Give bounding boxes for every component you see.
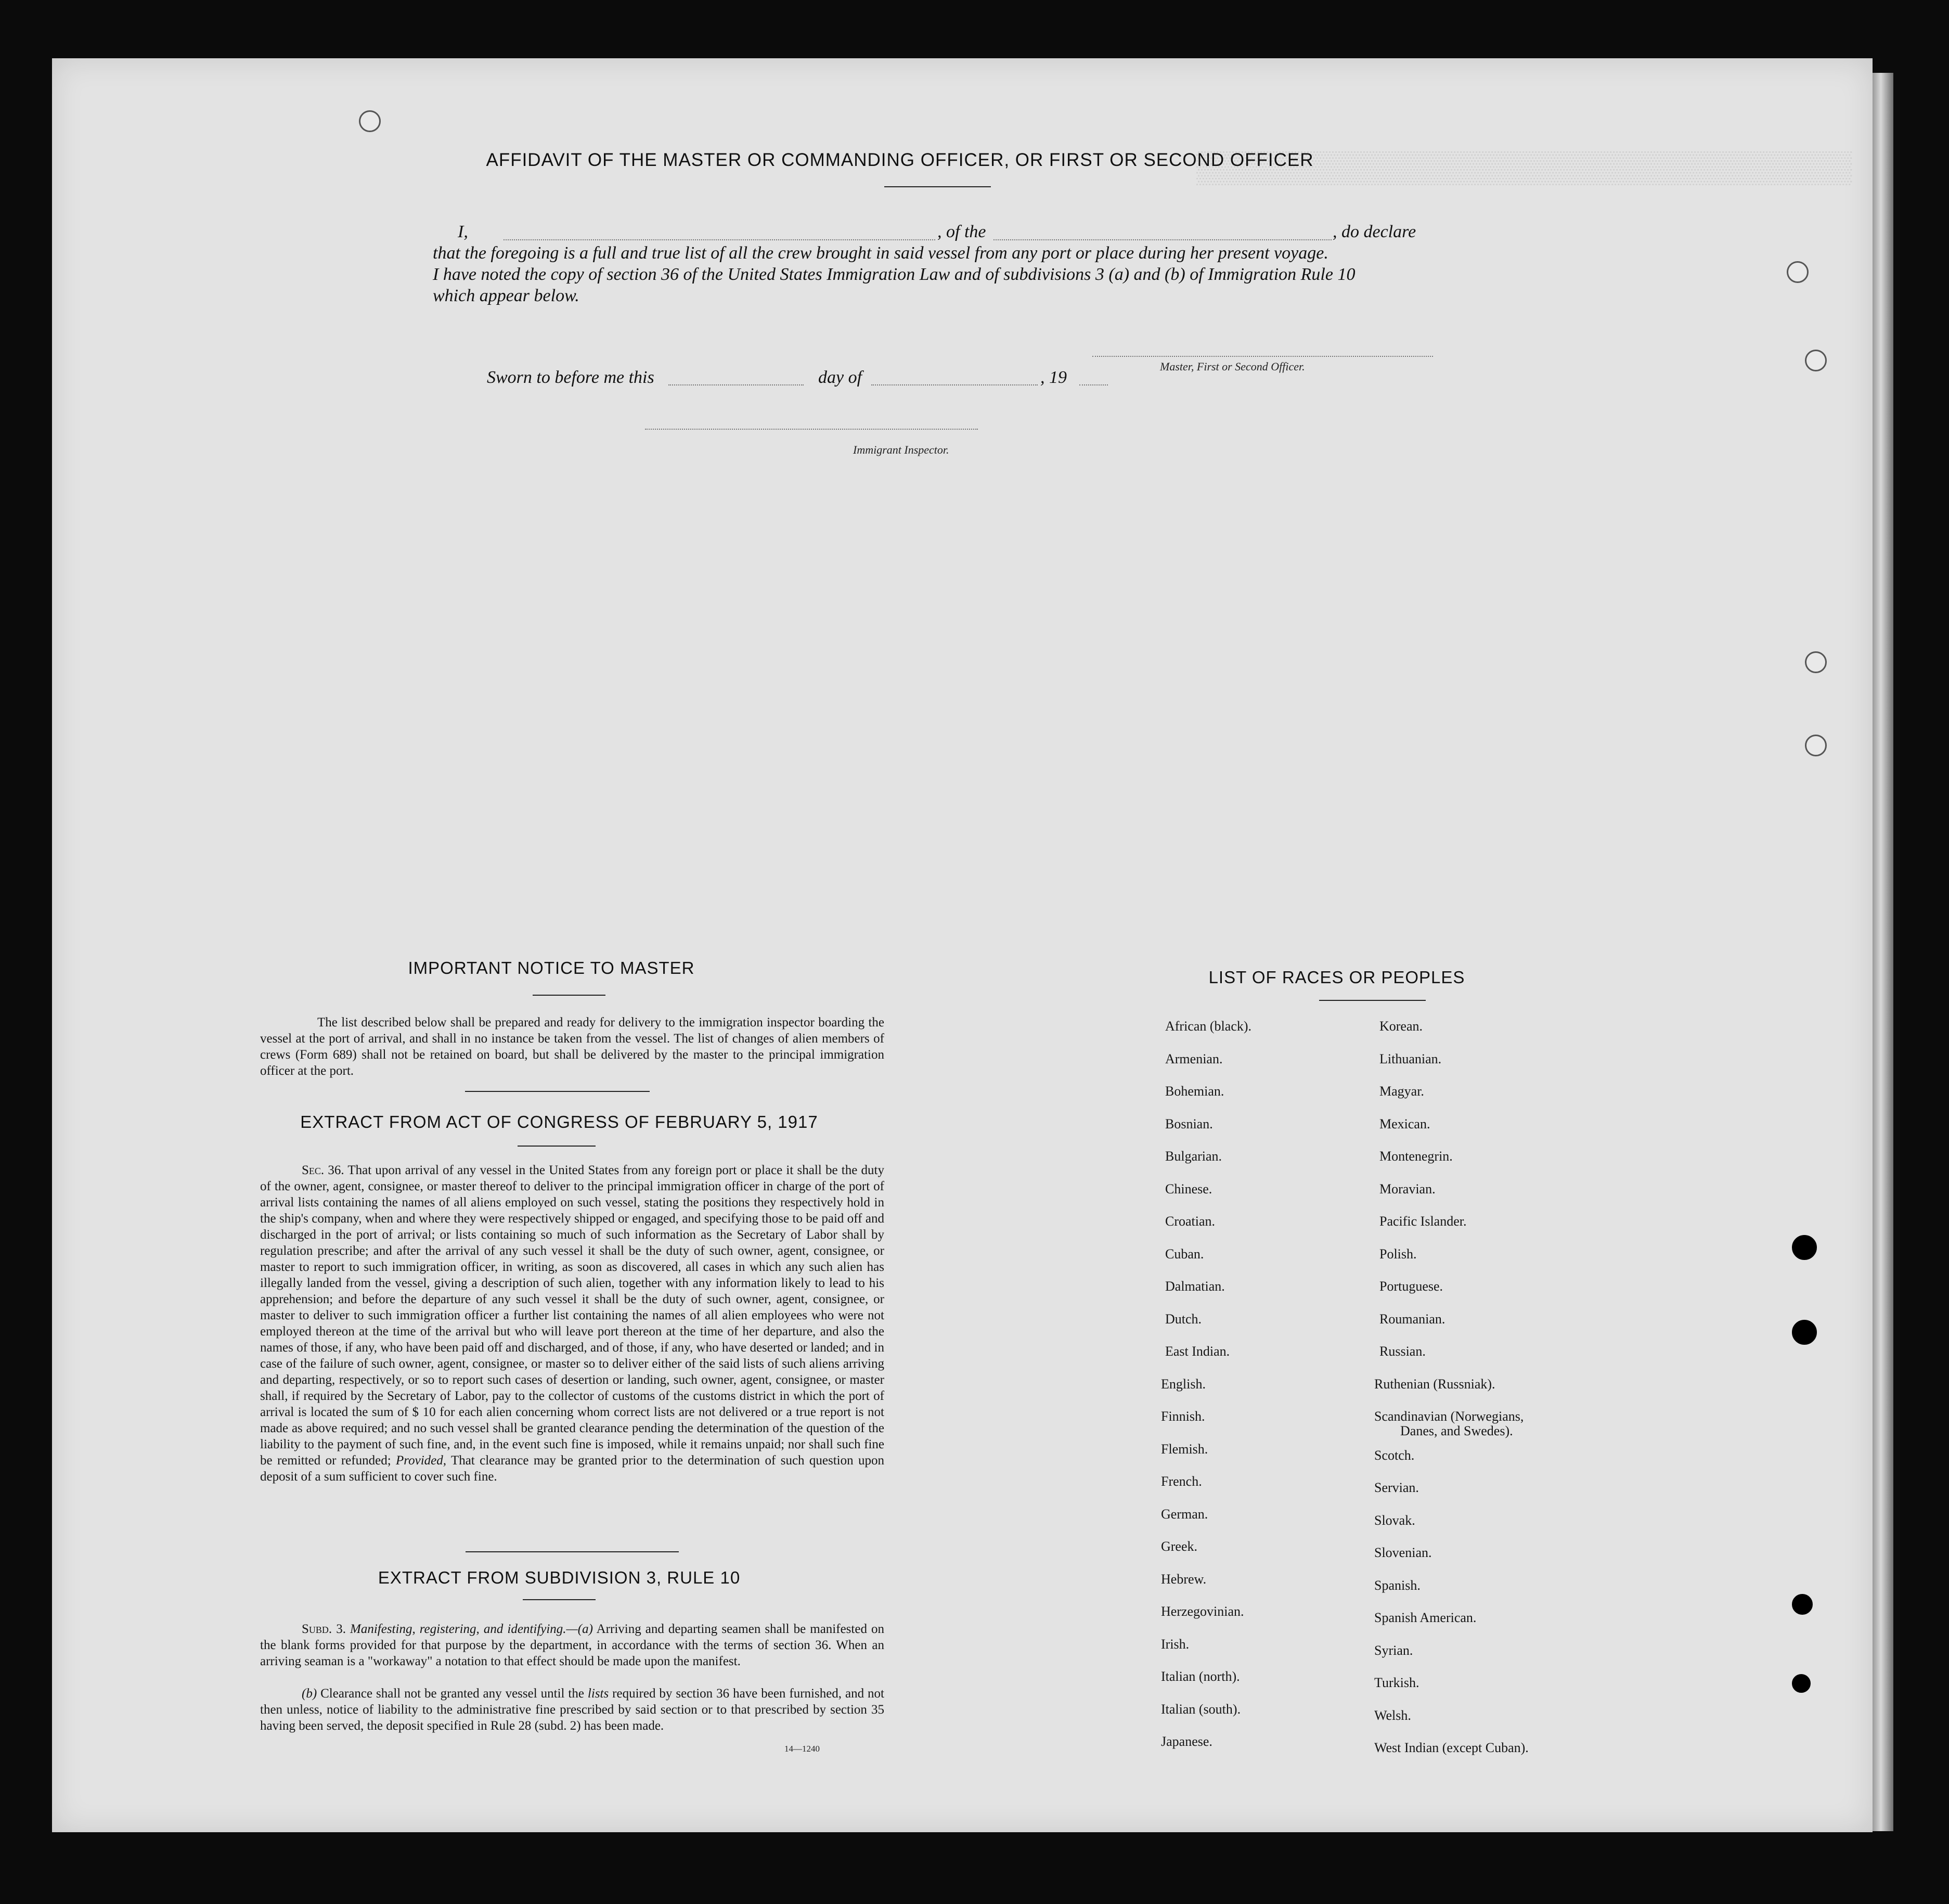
race-item: Flemish. (1161, 1441, 1208, 1457)
race-item: Cuban. (1165, 1246, 1204, 1262)
race-item: Turkish. (1374, 1675, 1419, 1690)
race-item: Moravian. (1379, 1181, 1436, 1197)
subd-b-text-2: required by section 36 have been furnished, and not then unless, notice of liability to the administrative fine prescribed by said section or to that prescribed by section 35 having been served, the deposit specified in Rule 28 (subd. 2) has been made. (260, 1687, 884, 1733)
race-item: Croatian. (1165, 1214, 1216, 1229)
act-extract-title: EXTRACT FROM ACT OF CONGRESS OF FEBRUARY 5, 1917 (300, 1112, 818, 1131)
punch-hole (1805, 651, 1827, 673)
act-extract-rule (518, 1146, 596, 1147)
bleed-through-decoration: ▒▒▒▒▒▒▒▒▒▒▒▒▒▒▒▒▒▒▒▒▒▒▒▒▒▒▒▒▒▒▒▒▒▒▒ (1196, 152, 1852, 187)
race-item: Polish. (1379, 1246, 1417, 1262)
sworn-year-field[interactable] (1079, 384, 1108, 385)
inspector-caption: Immigrant Inspector. (853, 443, 949, 456)
vessel-name-field[interactable] (993, 239, 1332, 240)
subd-a-text: Arriving and departing seamen shall be manifested on the blank forms provided for that purpose by the department, in accordance with the terms of section 36. When an arriving seaman is a "workaway" a notation to that effect should be made upon the manifest. (260, 1622, 884, 1668)
race-item: Slovenian. (1374, 1545, 1432, 1560)
sworn-prefix: Sworn to before me this (487, 368, 654, 387)
race-item: Italian (south). (1161, 1701, 1241, 1717)
master-name-field[interactable] (504, 239, 935, 240)
race-item: Spanish. (1374, 1577, 1421, 1593)
signature-caption: Master, First or Second Officer. (1160, 360, 1305, 373)
punch-hole (1805, 350, 1827, 371)
title-rule (884, 186, 991, 187)
race-item: Lithuanian. (1379, 1051, 1442, 1066)
race-item: Herzegovinian. (1161, 1604, 1244, 1619)
punch-hole (1792, 1594, 1813, 1615)
sec-label: Sec. 36. (302, 1163, 344, 1177)
affidavit-line-4: which appear below. (433, 286, 579, 305)
rule-extract-text-b (260, 1686, 884, 1734)
race-item: English. (1161, 1376, 1206, 1392)
subd-b-label: (b) (302, 1687, 317, 1701)
race-item: Armenian. (1165, 1051, 1223, 1066)
affidavit-line-i: I, (458, 222, 468, 241)
rule-extract-title: EXTRACT FROM SUBDIVISION 3, RULE 10 (378, 1568, 741, 1587)
race-item: Mexican. (1379, 1116, 1430, 1131)
race-item: Scotch. (1374, 1447, 1415, 1463)
affidavit-line-2: that the foregoing is a full and true list of all the crew brought in said vessel from any port or place during her present voyage. (433, 243, 1328, 263)
sec-36-text: That upon arrival of any vessel in the United States from any foreign port or place it shall be the duty of the owner, agent, consignee, or master thereof to deliver to the principal immigration officer in charge of the port of arrival lists containing the names of all aliens employed on such vessel, stating the positions they respectively hold in the ship's company, when and where they were respectively shipped or engaged, and specifying those to be paid off and discharged in the port of arrival; or lists containing so much of such information as the Secretary of Labor shall by regulation prescribe; and after the arrival of any such vessel it shall be the duty of such owner, agent, consignee, or master to report to such immigration officer, in writing, as soon as discovered, all cases in which any such alien has illegally landed from the vessel, giving a description of such alien, together with any information likely to lead to his apprehension; and before the departure of any such vessel it shall be the duty of such owner, agent, consignee, or master to deliver to such immigration officer a further list containing the names of all alien employees who were not employed thereon at the time of the arrival but who will leave port thereon at the time of her departure, and also the names of those, if any, who have been paid off and discharged, and of those, if any, who have deserted or landed; and in case of the failure of such owner, agent, consignee, or master so to deliver either of the said lists of such aliens arriving and departing, respectively, or so to report such cases of desertion or landing, such owner, agent, consignee, or master shall, if required by the Secretary of Labor, pay to the collector of customs of the customs district in which the port of arrival is located the sum of $ 10 for each alien concerning whom correct lists are not delivered or a true report is not made as above required; and no such vessel shall be granted clearance pending the determination of the question of the liability to the payment of such fine, and, in the event such fine is imposed, while it remains unpaid; nor shall such fine be remitted or refunded; (260, 1163, 884, 1468)
race-item: German. (1161, 1506, 1208, 1522)
rule-extract-rule (523, 1599, 596, 1600)
sworn-year: , 19 (1040, 368, 1067, 387)
race-item: West Indian (except Cuban). (1374, 1740, 1529, 1755)
form-page (52, 58, 1873, 1832)
race-item: Montenegrin. (1379, 1149, 1453, 1164)
subd-b-text-1: Clearance shall not be granted any vessel until the (320, 1687, 584, 1701)
race-item: Italian (north). (1161, 1669, 1240, 1684)
race-item: Bosnian. (1165, 1116, 1213, 1131)
race-item: Finnish. (1161, 1409, 1205, 1424)
race-item: Portuguese. (1379, 1279, 1443, 1294)
race-item: Magyar. (1379, 1084, 1424, 1099)
sworn-month-field[interactable] (871, 384, 1038, 385)
race-item: Russian. (1379, 1344, 1426, 1359)
race-item: Welsh. (1374, 1707, 1411, 1723)
race-item: African (black). (1165, 1019, 1252, 1034)
race-item: Bulgarian. (1165, 1149, 1222, 1164)
punch-hole (1792, 1674, 1811, 1693)
race-item: Korean. (1379, 1019, 1423, 1034)
race-item: Syrian. (1374, 1642, 1413, 1658)
race-item-continuation: Danes, and Swedes). (1400, 1423, 1513, 1438)
race-item: Japanese. (1161, 1734, 1212, 1749)
punch-hole (1792, 1235, 1817, 1260)
punch-hole (1787, 261, 1809, 283)
race-item: Spanish American. (1374, 1610, 1477, 1625)
race-item: Dalmatian. (1165, 1279, 1225, 1294)
affidavit-line-3: I have noted the copy of section 36 of the United States Immigration Law and of subdivisions 3 (a) and (b) of Immigration Rule 10 (433, 265, 1356, 284)
notice-rule (533, 995, 605, 996)
subd-heading: Manifesting, registering, and identifying.—(a) (350, 1622, 593, 1636)
subd-label: Subd. 3. (302, 1622, 346, 1636)
provided-label: Provided, (396, 1453, 446, 1468)
race-item: French. (1161, 1474, 1202, 1489)
affidavit-line-declare: , do declare (1333, 222, 1416, 241)
affidavit-title: AFFIDAVIT OF THE MASTER OR COMMANDING OFFICER, OR FIRST OR SECOND OFFICER (486, 150, 1314, 170)
race-item: Scandinavian (Norwegians, (1374, 1409, 1524, 1424)
race-item: Servian. (1374, 1480, 1419, 1495)
race-item: Roumanian. (1379, 1311, 1445, 1327)
inspector-signature-field[interactable] (645, 429, 978, 430)
page-stack-edge (1873, 73, 1893, 1831)
subd-b-lists: lists (587, 1687, 609, 1701)
races-rule (1319, 1000, 1426, 1001)
notice-divider (465, 1091, 650, 1092)
race-item: Greek. (1161, 1539, 1198, 1554)
provided-text: That clearance may be granted prior to the determination of such question upon deposit of a sum sufficient to cover such fine. (260, 1453, 885, 1484)
act-divider (466, 1551, 679, 1552)
act-extract-text (260, 1162, 884, 1485)
form-number: 14—1240 (784, 1744, 820, 1754)
race-item: Irish. (1161, 1636, 1190, 1652)
notice-title: IMPORTANT NOTICE TO MASTER (408, 958, 695, 977)
race-item: East Indian. (1165, 1344, 1230, 1359)
punch-hole (1805, 735, 1827, 756)
race-item: Pacific Islander. (1379, 1214, 1467, 1229)
race-item: Hebrew. (1161, 1571, 1207, 1587)
affidavit-line-of-the: , of the (937, 222, 986, 241)
race-item: Dutch. (1165, 1311, 1202, 1327)
rule-extract-text-a (260, 1621, 884, 1669)
race-item: Chinese. (1165, 1181, 1212, 1197)
signature-field[interactable] (1092, 356, 1433, 357)
race-item: Slovak. (1374, 1512, 1415, 1528)
races-title: LIST OF RACES OR PEOPLES (1208, 968, 1465, 987)
sworn-day-of: day of (818, 368, 862, 387)
sworn-day-field[interactable] (668, 384, 804, 385)
punch-hole (1792, 1320, 1817, 1345)
race-item: Ruthenian (Russniak). (1374, 1376, 1495, 1392)
punch-hole (359, 110, 381, 132)
race-item: Bohemian. (1165, 1084, 1224, 1099)
notice-text: The list described below shall be prepared and ready for delivery to the immigration inspector boarding the vessel at the port of arrival, and shall in no instance be taken from the vessel. The list of changes of alien members of crews (Form 689) shall not be retained on board, but shall be delivered by the master to the principal immigration officer at the port. (260, 1015, 884, 1078)
